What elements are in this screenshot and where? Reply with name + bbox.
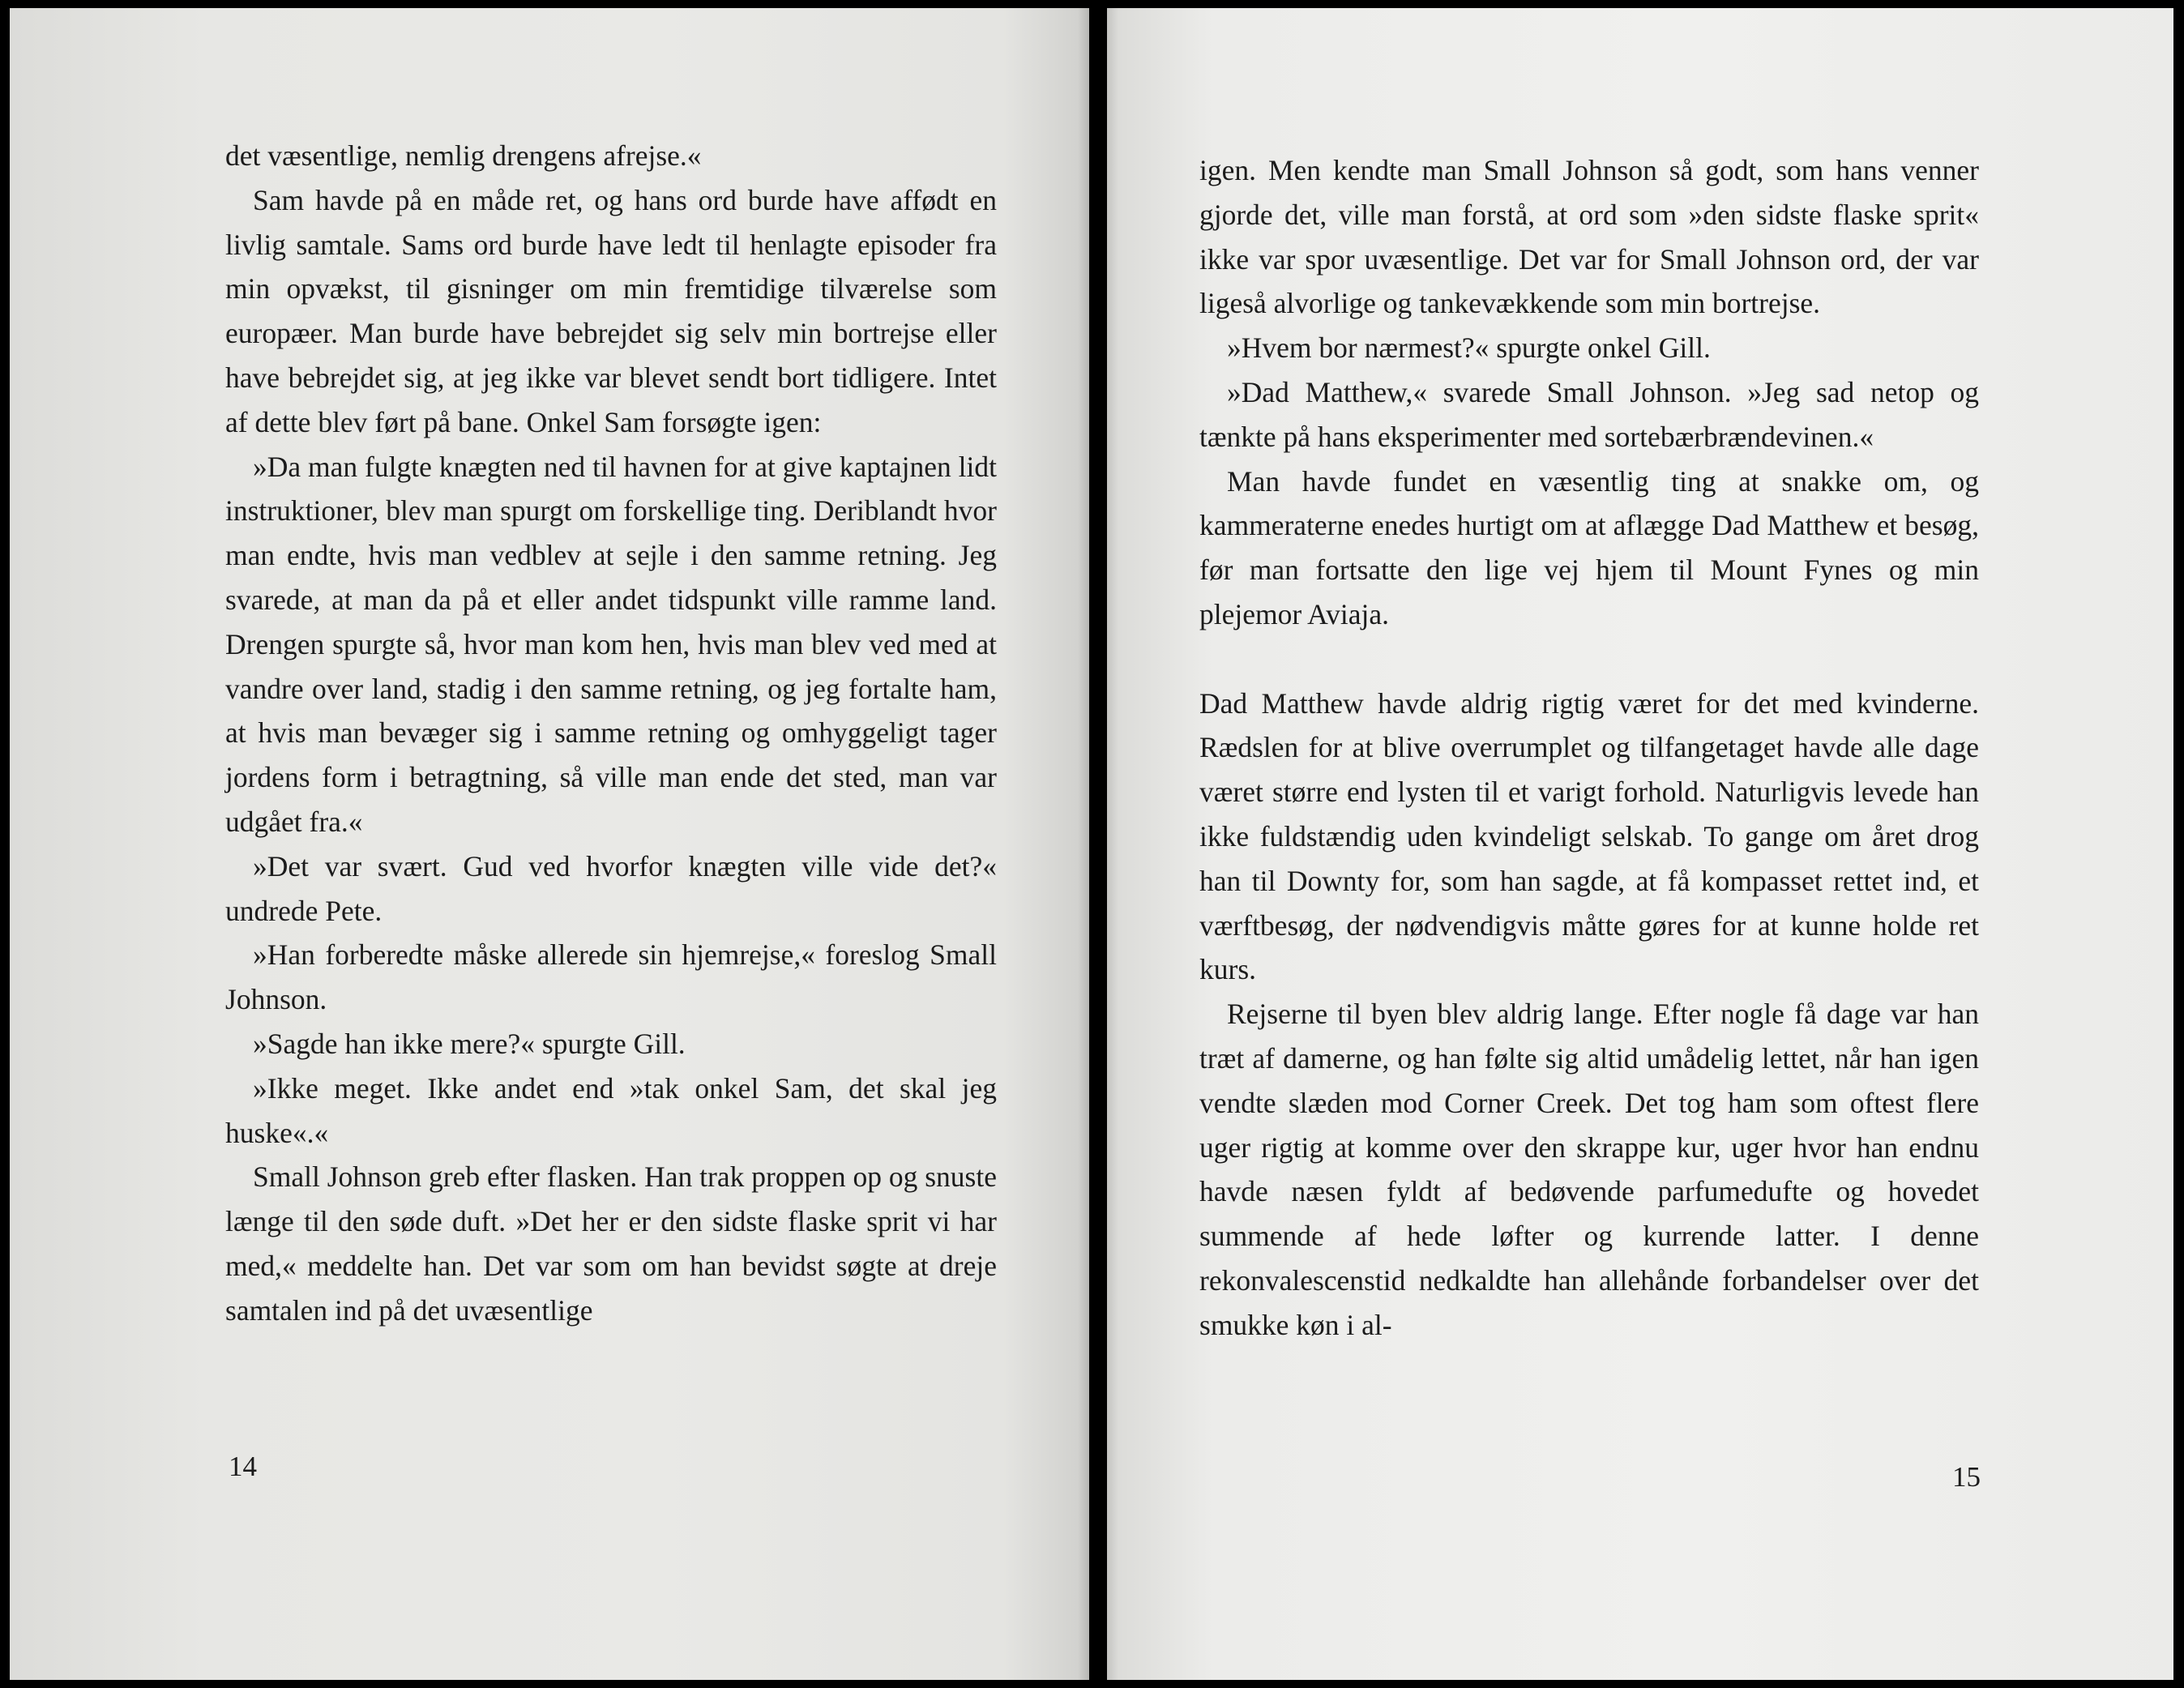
left-paragraph-8: Small Johnson greb efter flasken. Han trak proppen op og snuste længe til den søde duft. »Det her er den sidste flaske sprit vi har med,« meddelte han. Det var som om han bevidst søgte at dreje samtalen ind på det uvæsentlige: [225, 1160, 997, 1327]
right-paragraph-2: »Hvem bor nærmest?« spurgte onkel Gill.: [1227, 331, 1711, 365]
right-paragraph-4: Man havde fundet en væsentlig ting at snakke om, og kammeraterne enedes hurtigt om at aflægge Dad Matthew et besøg, før man fortsatte den lige vej hjem til Mount Fynes og min plejemor Aviaja.: [1199, 464, 1979, 630]
left-paragraph-6: »Sagde han ikke mere?« spurgte Gill.: [253, 1027, 686, 1060]
left-paragraph-3: »Da man fulgte knægten ned til havnen for at give kaptajnen lidt instruktioner, blev man spurgt om forskellige ting. Deriblandt hvor man endte, hvis man vedblev at sejle i den samme retning. Jeg svarede, at man da på et eller andet tidspunkt ville ramme land. Drengen spurgte så, hvor man kom hen, hvis man blev ved med at vandre over land, stadig i den samme retning, og jeg fortalte ham, at hvis man bevæger sig i samme retning og omhyggeligt tager jordens form i betragtning, så ville man ende det sted, man var udgået fra.«: [225, 450, 997, 838]
left-paragraph-5: »Han forberedte måske allerede sin hjemrejse,« foreslog Small Johnson.: [225, 938, 997, 1016]
right-page: [1107, 8, 2173, 1680]
right-page-number: 15: [1952, 1461, 1981, 1493]
right-paragraph-5: Dad Matthew havde aldrig rigtig været for det med kvinderne. Rædslen for at blive overrumplet og tilfangetaget havde alle dage været større end lysten til et varigt forhold. Naturligvis levede han ikke fuldstændig uden kvindeligt selskab. To gange om året drog han til Downty for, som han sagde, at få kompasset rettet ind, et værftbesøg, der nødvendigvis måtte gøres for at kunne holde ret kurs.: [1199, 686, 1979, 986]
left-paragraph-4: »Det var svært. Gud ved hvorfor knægten ville vide det?« undrede Pete.: [225, 849, 997, 927]
right-paragraph-1: igen. Men kendte man Small Johnson så godt, som hans venner gjorde det, ville man forstå, at ord som »den sidste flaske sprit« ikke var spor uvæsentlige. Det var for Small Johnson ord, der var ligeså alvorlige og tankevækkende som min bortrejse.: [1199, 154, 1979, 320]
left-paragraph-1: det væsentlige, nemlig drengens afrejse.«: [225, 139, 702, 172]
right-page-spine-shadow: [1107, 8, 1118, 1680]
left-paragraph-2: Sam havde på en måde ret, og hans ord burde have affødt en livlig samtale. Sams ord burde have ledt til henlagte episoder fra min opvækst, til gisninger om min fremtidige tilværelse som europæer. Man burde have bebrejdet sig selv min bortrejse eller have bebrejdet sig, at jeg ikke var blevet sendt bort tidligere. Intet af dette blev ført på bane. Onkel Sam forsøgte igen:: [225, 183, 997, 438]
left-page-number: 14: [229, 1451, 257, 1482]
right-paragraph-6: Rejserne til byen blev aldrig lange. Efter nogle få dage var han træt af damerne, og han følte sig altid umådelig lettet, når han igen vendte slæden mod Corner Creek. Det tog ham som oftest flere uger rigtig at komme over den skrappe kur, uger hvor han endnu havde næsen fyldt af bedøvende parfumedufte og hovedet summende af hede løfter og kurrende latter. I denne rekonvalescenstid nedkaldte han allehånde forbandelser over det smukke køn i al-: [1199, 998, 1979, 1341]
right-paragraph-3: »Dad Matthew,« svarede Small Johnson. »Jeg sad netop og tænkte på hans eksperimenter med sortebærbrændevinen.«: [1199, 375, 1979, 453]
left-page-spine-shadow: [1078, 8, 1089, 1680]
left-page: [10, 8, 1089, 1680]
left-paragraph-7: »Ikke meget. Ikke andet end »tak onkel Sam, det skal jeg huske«.«: [225, 1071, 997, 1149]
right-page-text: [1199, 148, 1979, 1348]
left-page-text: [225, 134, 997, 1333]
